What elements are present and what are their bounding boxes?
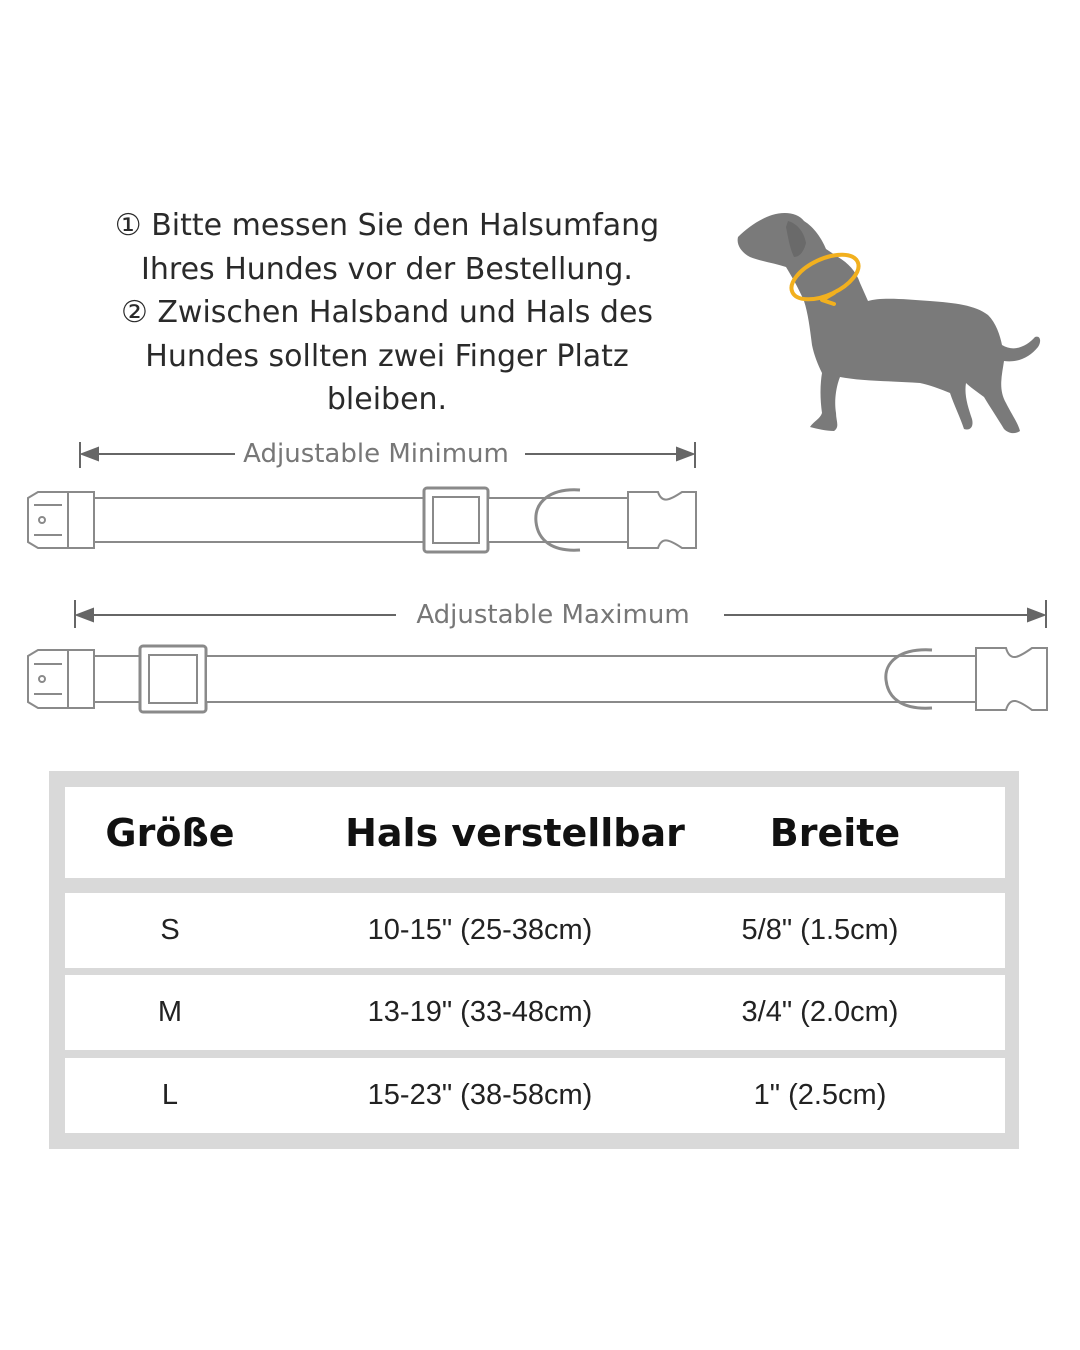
measuring-instructions [92,204,682,422]
neck-range-cell: 15-23" (38-58cm) [367,1079,593,1111]
buckle-male-icon [28,492,68,548]
instruction-step-1: ① Bitte messen Sie den Halsumfang Ihres Hundes vor der Bestellung. [114,208,660,287]
neck-range-cell: 10-15" (25-38cm) [367,914,593,946]
table-row [65,1058,1005,1133]
table-row [65,893,1005,968]
collar-minimum [28,488,696,552]
header-neck-adjustable: Hals verstellbar [345,810,685,855]
collar-strap [94,498,424,542]
size-table [49,771,1019,1149]
min-dimension-label: Adjustable Minimum [243,439,509,469]
buckle-male-icon [28,650,68,708]
dog-neck-measure-illustration [730,205,1050,440]
table-header-row [65,787,1005,878]
width-cell: 3/4" (2.0cm) [741,996,899,1028]
width-cell: 5/8" (1.5cm) [741,914,899,946]
collar-maximum [28,646,1047,712]
size-cell: S [160,914,180,946]
size-cell: M [157,996,183,1028]
collar-size-diagram [0,430,1080,730]
header-size: Größe [105,810,235,855]
size-cell: L [161,1079,179,1111]
neck-range-cell: 13-19" (33-48cm) [367,996,593,1028]
max-dimension-label: Adjustable Maximum [416,600,690,630]
table-row [65,975,1005,1050]
header-width: Breite [769,810,901,855]
dog-silhouette-icon [738,213,1041,433]
buckle-female-icon [976,648,1047,710]
width-cell: 1" (2.5cm) [753,1079,887,1111]
collar-strap [206,656,976,702]
buckle-female-icon [628,492,696,548]
instruction-step-2: ② Zwischen Halsband und Hals des Hundes sollten zwei Finger Platz bleiben. [120,295,654,417]
